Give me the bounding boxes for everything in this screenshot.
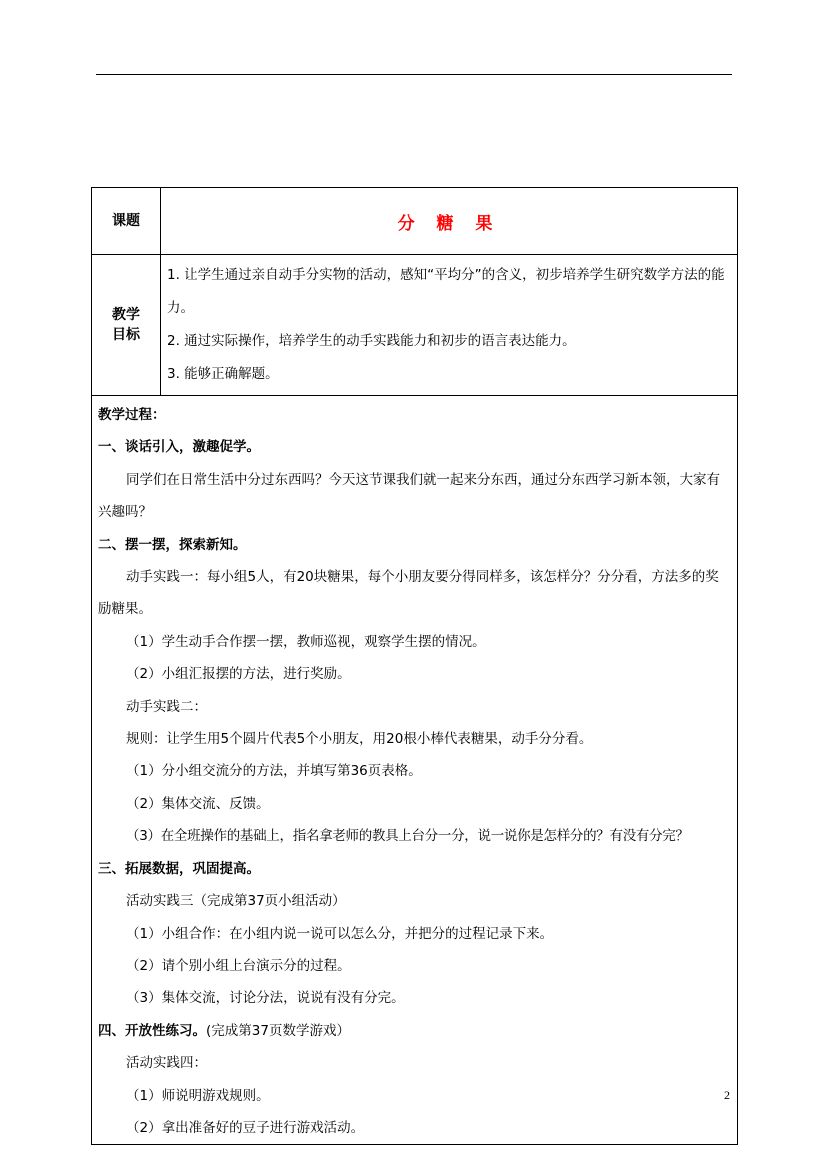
process-cell <box>92 396 738 1145</box>
goal-item: 3. 能够正确解题。 <box>167 366 279 382</box>
practice-2-step: （1）分小组交流分的方法，并填写第36页表格。 <box>126 763 422 780</box>
practice-1-step: （2）小组汇报摆的方法，进行奖励。 <box>126 666 351 683</box>
page-number: 2 <box>724 1088 730 1102</box>
practice-2-step: （2）集体交流、反馈。 <box>126 795 270 812</box>
practice-2-step: （3）在全班操作的基础上，指名拿老师的教具上台分一分，说一说你是怎样分的？有没有分完？ <box>126 828 689 845</box>
practice-2-rule: 规则：让学生用5个圆片代表5个小朋友，用20根小棒代表糖果，动手分分看。 <box>126 731 593 748</box>
lesson-title: 分 糖 果 <box>397 213 501 234</box>
lesson-plan-table <box>91 187 738 1145</box>
goal-item: 1. 让学生通过亲自动手分实物的活动，感知“平均分”的含义，初步培养学生研究数学方法的能力。 <box>167 267 725 316</box>
section-2-title: 二、摆一摆，探索新知。 <box>98 536 247 553</box>
section-1-title: 一、谈话引入，激趣促学。 <box>98 439 260 456</box>
title-value-cell <box>161 188 738 255</box>
title-label: 课题 <box>112 213 140 229</box>
goals-label: 教学目标 <box>112 307 140 343</box>
practice-4-step: （2）拿出准备好的豆子进行游戏活动。 <box>126 1119 365 1136</box>
practice-3-step: （3）集体交流，讨论分法，说说有没有分完。 <box>126 990 405 1007</box>
section-4-heading <box>98 1015 731 1047</box>
header-rule <box>96 74 732 75</box>
section-3-title: 三、拓展数据，巩固提高。 <box>98 860 260 877</box>
practice-2-title: 动手实践二： <box>126 698 207 715</box>
title-label-cell <box>92 188 161 255</box>
section-4-note: (完成第37页数学游戏） <box>206 1022 350 1039</box>
section-1-text: 同学们在日常生活中分过东西吗？今天这节课我们就一起来分东西，通过分东西学习新本领，大家有兴趣吗？ <box>98 471 720 521</box>
practice-4-step: （1）师说明游戏规则。 <box>126 1087 270 1104</box>
practice-3-step: （1）小组合作：在小组内说一说可以怎么分，并把分的过程记录下来。 <box>126 925 554 942</box>
practice-4-title: 活动实践四： <box>126 1055 207 1072</box>
goal-item: 2. 通过实际操作，培养学生的动手实践能力和初步的语言表达能力。 <box>167 333 576 349</box>
practice-3-title: 活动实践三（完成第37页小组活动） <box>126 893 346 910</box>
practice-1-step: （1）学生动手合作摆一摆，教师巡视，观察学生摆的情况。 <box>126 633 486 650</box>
goals-row <box>92 255 738 396</box>
section-4-title: 四、开放性练习。 <box>98 1022 206 1039</box>
goals-cell <box>161 255 738 396</box>
process-row <box>92 396 738 1145</box>
process-heading: 教学过程： <box>98 407 166 423</box>
practice-3-step: （2）请个别小组上台演示分的过程。 <box>126 957 351 974</box>
title-row <box>92 188 738 255</box>
goals-label-cell <box>92 255 161 396</box>
practice-1-text: 动手实践一：每小组5人，有20块糖果，每个小朋友要分得同样多，该怎样分？分分看，方法多的奖励糖果。 <box>98 569 719 618</box>
